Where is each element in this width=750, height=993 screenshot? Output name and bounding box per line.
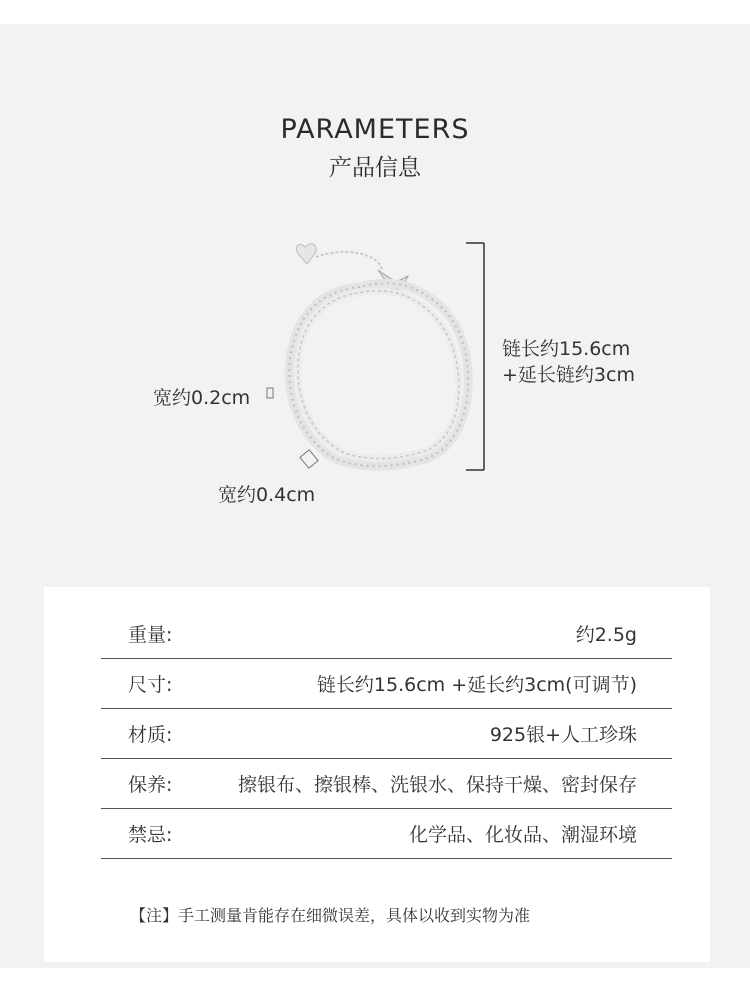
product-parameters-panel — [0, 24, 750, 968]
section-title-english: PARAMETERS — [280, 114, 470, 145]
bracelet-inner-strand — [298, 291, 459, 459]
spec-label: 尺寸: — [128, 674, 173, 696]
spec-card — [44, 587, 710, 962]
chain-length-label: 链长约15.6cm — [502, 338, 631, 360]
spec-label: 重量: — [128, 624, 173, 646]
width-small-label: 宽约0.2cm — [153, 387, 251, 409]
spec-value: 链长约15.6cm +延长约3cm(可调节) — [316, 674, 637, 696]
spec-row-avoid — [101, 808, 672, 859]
width-marker-small — [267, 388, 273, 398]
measurement-note: 【注】手工测量肯能存在细微误差，具体以收到实物为准 — [130, 906, 531, 925]
spec-label: 保养: — [128, 774, 173, 796]
section-title-chinese: 产品信息 — [329, 155, 421, 181]
bracelet-image — [0, 224, 750, 524]
heart-charm — [296, 244, 316, 264]
spec-row-material — [101, 708, 672, 759]
spec-value: 化学品、化妆品、潮湿环境 — [408, 824, 637, 846]
width-marker-large — [300, 450, 318, 468]
spec-value: 擦银布、擦银棒、洗银水、保持干燥、密封保存 — [237, 774, 637, 796]
spec-label: 材质: — [128, 724, 173, 746]
spec-row-weight — [101, 608, 672, 659]
extension-chain — [316, 252, 382, 271]
spec-value: 约2.5g — [575, 624, 637, 646]
spec-row-care — [101, 758, 672, 809]
spec-row-size — [101, 658, 672, 709]
width-large-label: 宽约0.4cm — [218, 484, 316, 506]
spec-label: 禁忌: — [128, 824, 173, 846]
bracelet-illustration — [0, 224, 750, 524]
spec-value: 925银+人工珍珠 — [489, 724, 637, 746]
extension-length-label: +延长链约3cm — [502, 364, 635, 386]
